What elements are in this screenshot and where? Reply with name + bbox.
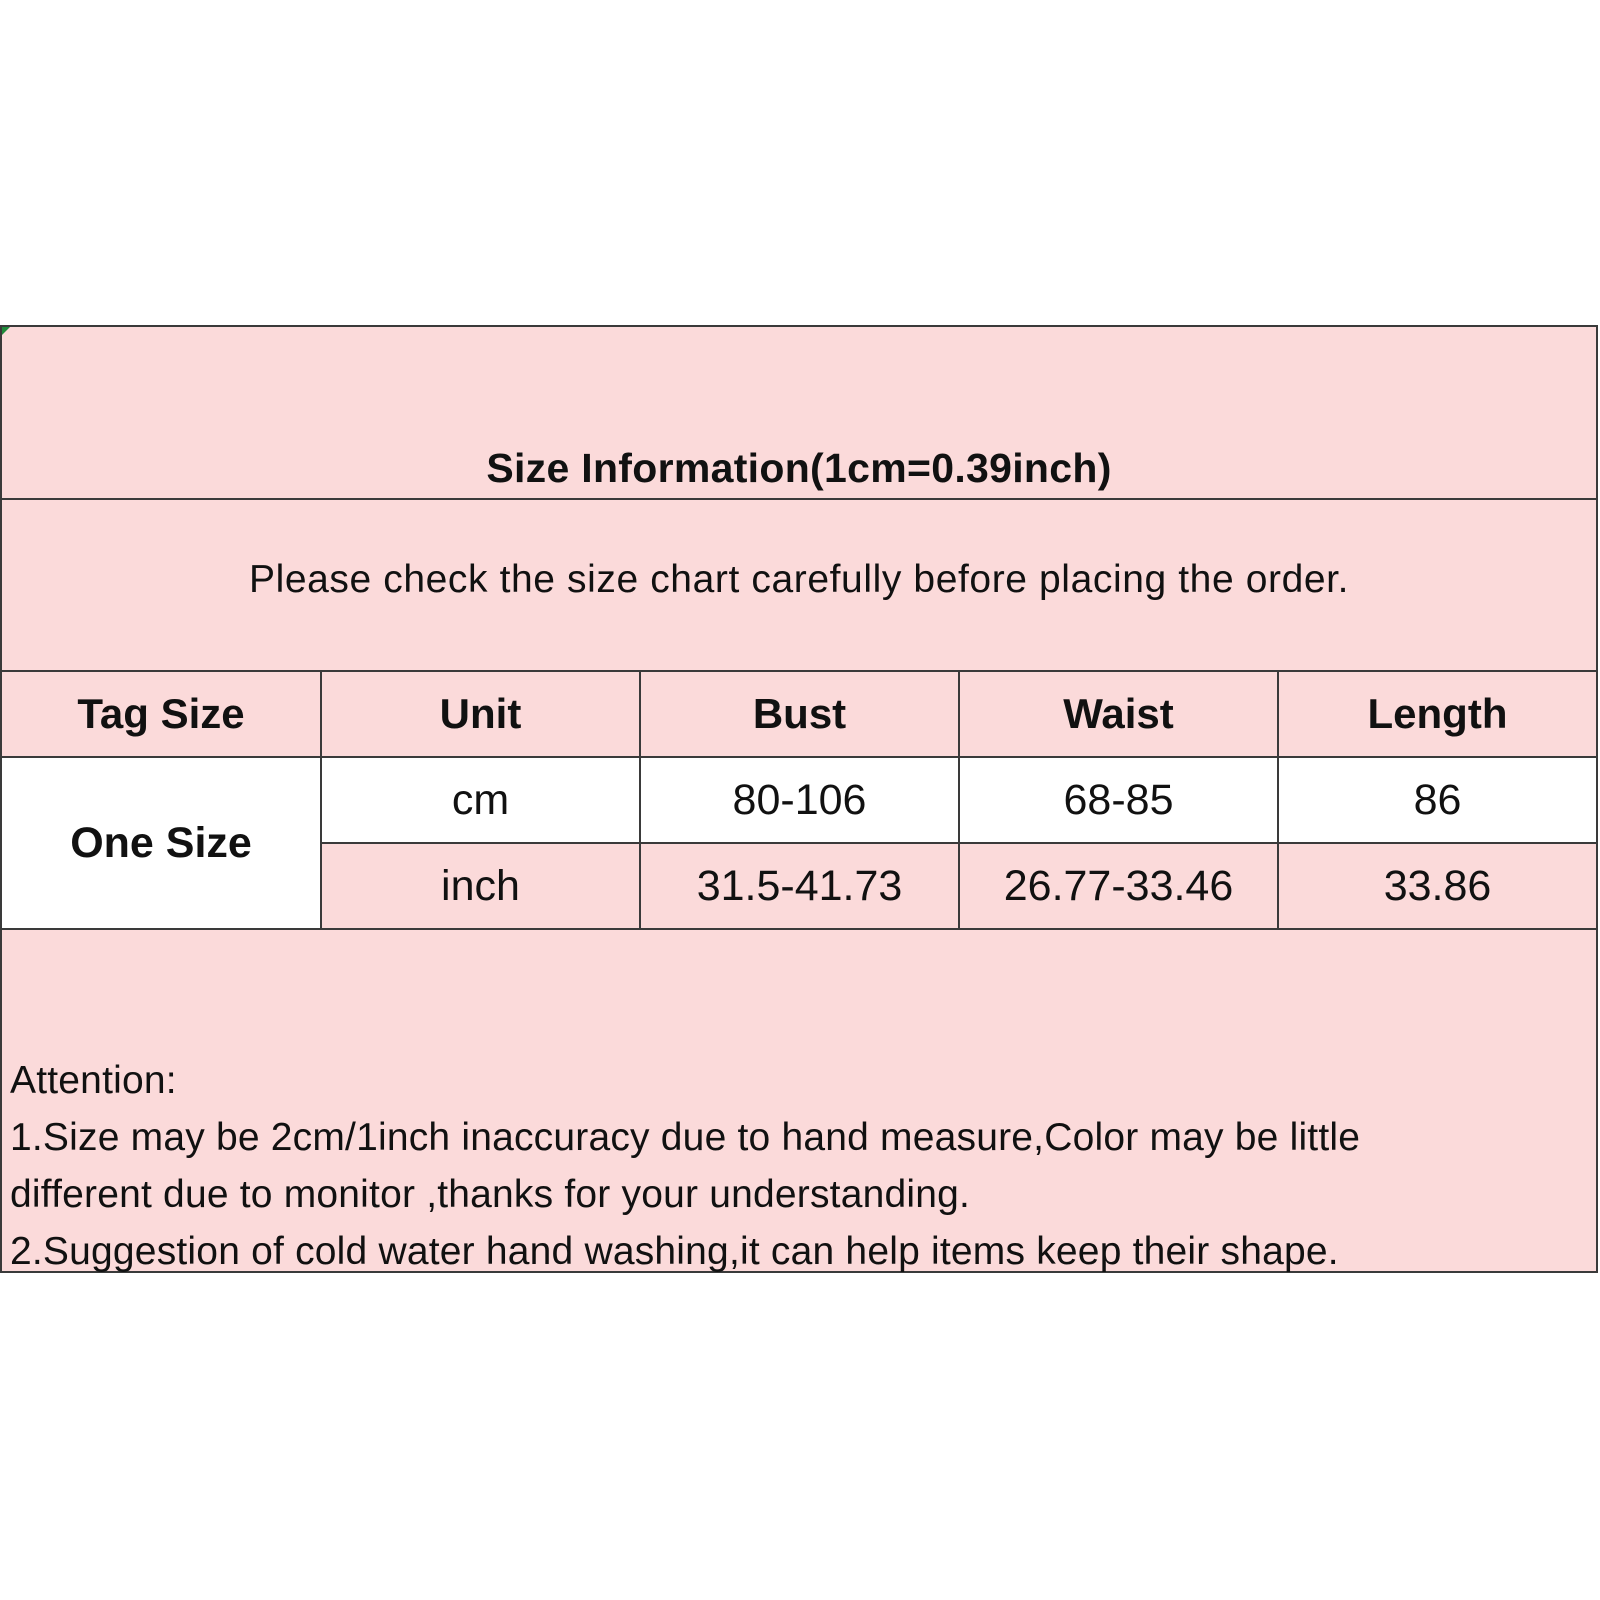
attention-line: different due to monitor ,thanks for your understanding. xyxy=(10,1173,971,1216)
bust-cell: 80-106 xyxy=(640,757,959,843)
chart-title: Size Information(1cm=0.39inch) xyxy=(486,445,1112,491)
attention-line: 2.Suggestion of cold water hand washing,it can help items keep their shape. xyxy=(10,1230,1339,1273)
notice-band xyxy=(2,500,1596,672)
waist-cell: 68-85 xyxy=(959,757,1278,843)
header-length: Length xyxy=(1278,672,1596,757)
tag-size-cell: One Size xyxy=(2,757,321,929)
waist-cell: 26.77-33.46 xyxy=(959,843,1278,929)
table-header-row xyxy=(2,672,1596,757)
title-band xyxy=(2,327,1596,500)
bust-cell: 31.5-41.73 xyxy=(640,843,959,929)
length-cell: 86 xyxy=(1278,757,1596,843)
header-unit: Unit xyxy=(321,672,640,757)
header-tag-size: Tag Size xyxy=(2,672,321,757)
length-cell: 33.86 xyxy=(1278,843,1596,929)
unit-cell: cm xyxy=(321,757,640,843)
attention-heading: Attention: xyxy=(10,1059,177,1102)
table-row xyxy=(2,757,1596,843)
header-waist: Waist xyxy=(959,672,1278,757)
unit-cell: inch xyxy=(321,843,640,929)
attention-notes xyxy=(10,1052,1586,1280)
size-chart-panel xyxy=(0,325,1598,1273)
attention-line: 1.Size may be 2cm/1inch inaccuracy due to hand measure,Color may be little xyxy=(10,1116,1361,1159)
size-table xyxy=(2,672,1596,930)
notice-text: Please check the size chart carefully before placing the order. xyxy=(248,558,1350,601)
header-bust: Bust xyxy=(640,672,959,757)
